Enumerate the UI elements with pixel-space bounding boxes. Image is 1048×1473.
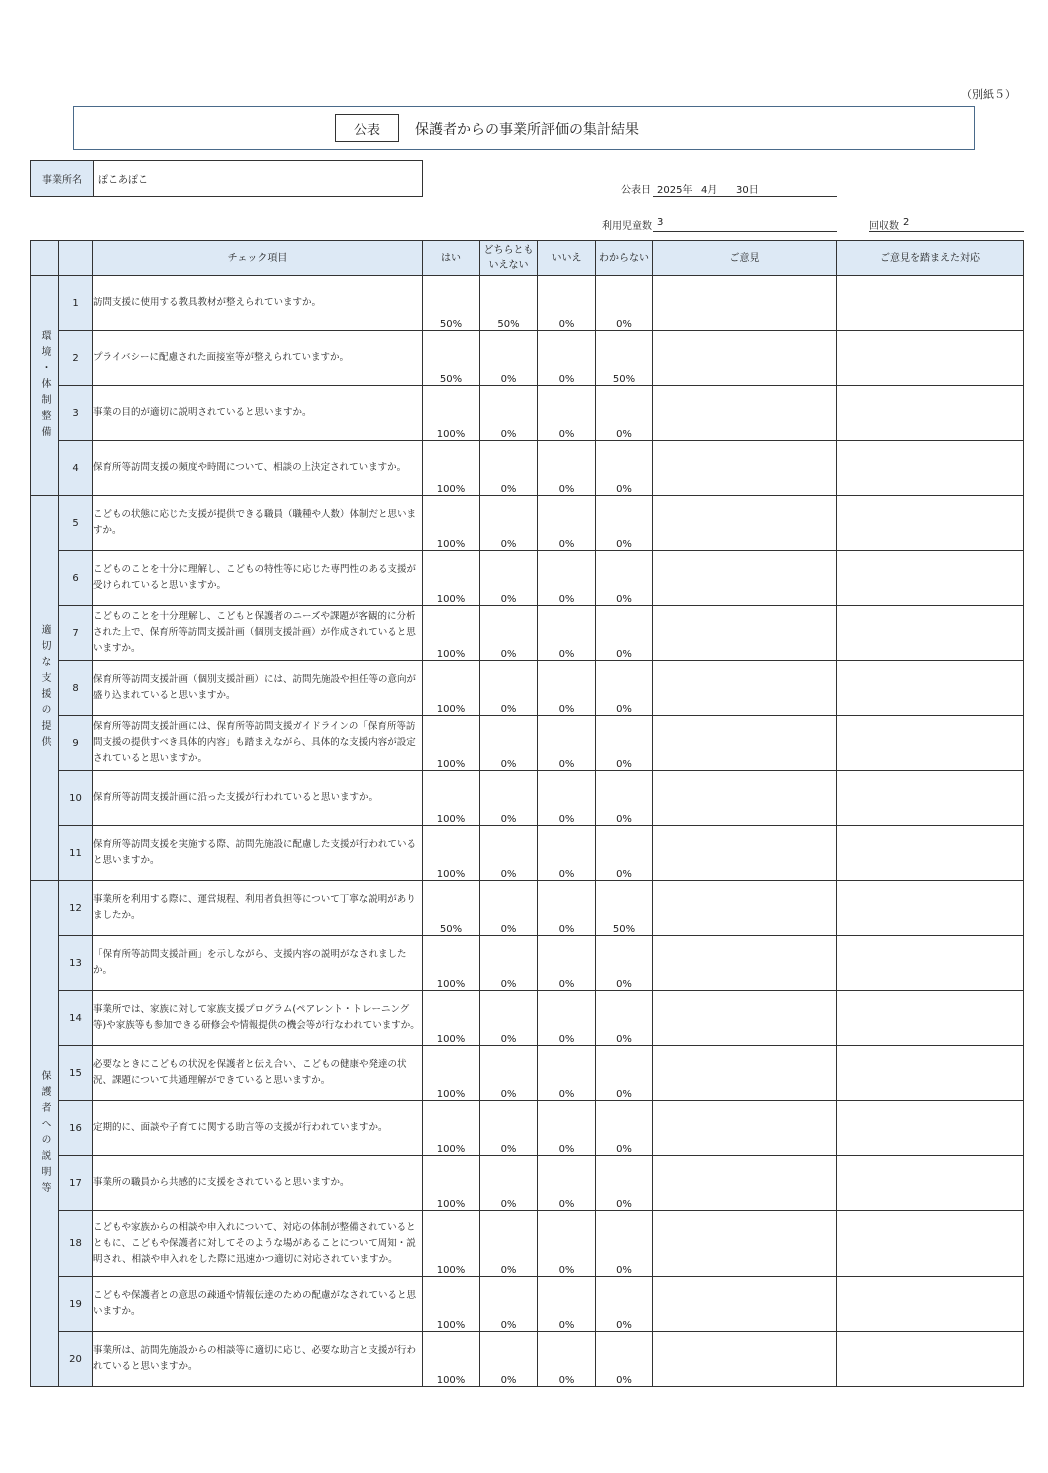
yes-value: 100% xyxy=(423,1046,480,1101)
opinion-cell xyxy=(653,936,837,991)
neither-value: 0% xyxy=(480,936,538,991)
check-item: こどもの状態に応じた支援が提供できる職員（職種や人数）体制だと思いますか。 xyxy=(93,496,423,551)
header-neither-line1: どちらとも xyxy=(483,245,534,256)
unknown-value: 0% xyxy=(596,386,653,441)
opinion-cell xyxy=(653,551,837,606)
item-number: 20 xyxy=(59,1332,93,1387)
check-item: 事業所の職員から共感的に支援をされていると思いますか。 xyxy=(93,1156,423,1211)
table-row xyxy=(31,1101,1024,1156)
no-value: 0% xyxy=(538,936,596,991)
users-count-underline xyxy=(653,231,837,232)
neither-value: 0% xyxy=(480,606,538,661)
opinion-cell xyxy=(653,1156,837,1211)
table-row xyxy=(31,496,1024,551)
neither-value: 0% xyxy=(480,826,538,881)
header-neither-line2: いえない xyxy=(488,260,529,271)
table-row xyxy=(31,1332,1024,1387)
yes-value: 50% xyxy=(423,276,480,331)
no-value: 0% xyxy=(538,661,596,716)
response-cell xyxy=(837,1211,1024,1277)
item-number: 15 xyxy=(59,1046,93,1101)
item-number: 18 xyxy=(59,1211,93,1277)
opinion-cell xyxy=(653,1277,837,1332)
item-number: 1 xyxy=(59,276,93,331)
table-row xyxy=(31,991,1024,1046)
yes-value: 100% xyxy=(423,606,480,661)
unknown-value: 0% xyxy=(596,496,653,551)
neither-value: 0% xyxy=(480,1332,538,1387)
check-item: こどものことを十分理解し、こどもと保護者のニーズや課題が客観的に分析された上で、保育所等訪問支援計画（個別支援計画）が作成されていると思いますか。 xyxy=(93,606,423,661)
item-number: 8 xyxy=(59,661,93,716)
unknown-value: 0% xyxy=(596,991,653,1046)
collected-count-underline xyxy=(869,231,1024,232)
header-opinion: ご意見 xyxy=(653,241,837,276)
no-value: 0% xyxy=(538,991,596,1046)
opinion-cell xyxy=(653,386,837,441)
unknown-value: 0% xyxy=(596,1332,653,1387)
item-number: 12 xyxy=(59,881,93,936)
response-cell xyxy=(837,1277,1024,1332)
response-cell xyxy=(837,1046,1024,1101)
opinion-cell xyxy=(653,1101,837,1156)
check-item: 事業所を利用する際に、運営規程、利用者負担等について丁寧な説明がありましたか。 xyxy=(93,881,423,936)
no-value: 0% xyxy=(538,1101,596,1156)
table-row xyxy=(31,276,1024,331)
table-row xyxy=(31,826,1024,881)
check-item: 事業所は、訪問先施設からの相談等に適切に応じ、必要な助言と支援が行われていると思いますか。 xyxy=(93,1332,423,1387)
neither-value: 0% xyxy=(480,331,538,386)
publish-month: 4月 xyxy=(701,185,718,196)
unknown-value: 50% xyxy=(596,881,653,936)
page-title: 保護者からの事業所評価の集計結果 xyxy=(415,122,639,138)
response-cell xyxy=(837,936,1024,991)
check-item: こどものことを十分に理解し、こどもの特性等に応じた専門性のある支援が受けられていると思いますか。 xyxy=(93,551,423,606)
check-item: 必要なときにこどもの状況を保護者と伝え合い、こどもの健康や発達の状況、課題について共通理解ができていると思いますか。 xyxy=(93,1046,423,1101)
yes-value: 50% xyxy=(423,331,480,386)
header-yes: はい xyxy=(423,241,480,276)
unknown-value: 0% xyxy=(596,936,653,991)
yes-value: 100% xyxy=(423,1156,480,1211)
no-value: 0% xyxy=(538,826,596,881)
no-value: 0% xyxy=(538,1277,596,1332)
yes-value: 100% xyxy=(423,991,480,1046)
yes-value: 100% xyxy=(423,1277,480,1332)
publish-date-underline xyxy=(653,196,837,197)
item-number: 3 xyxy=(59,386,93,441)
item-number: 6 xyxy=(59,551,93,606)
no-value: 0% xyxy=(538,496,596,551)
response-cell xyxy=(837,826,1024,881)
response-cell xyxy=(837,551,1024,606)
opinion-cell xyxy=(653,716,837,771)
table-row xyxy=(31,661,1024,716)
item-number: 11 xyxy=(59,826,93,881)
collected-count-label: 回収数 xyxy=(869,221,899,232)
response-cell xyxy=(837,661,1024,716)
no-value: 0% xyxy=(538,1156,596,1211)
opinion-cell xyxy=(653,661,837,716)
response-cell xyxy=(837,881,1024,936)
neither-value: 0% xyxy=(480,551,538,606)
annex-label: （別紙５） xyxy=(961,88,1016,101)
office-name-label: 事業所名 xyxy=(31,161,94,196)
users-count-label: 利用児童数 xyxy=(602,221,652,232)
check-item: 保育所等訪問支援を実施する際、訪問先施設に配慮した支援が行われていると思いますか。 xyxy=(93,826,423,881)
neither-value: 0% xyxy=(480,1156,538,1211)
yes-value: 100% xyxy=(423,716,480,771)
no-value: 0% xyxy=(538,1332,596,1387)
check-item: 事業所では、家族に対して家族支援プログラム(ペアレント・トレーニング等)や家族等も参加できる研修会や情報提供の機会等が行なわれていますか。 xyxy=(93,991,423,1046)
check-item: 訪問支援に使用する教具教材が整えられていますか。 xyxy=(93,276,423,331)
opinion-cell xyxy=(653,1332,837,1387)
response-cell xyxy=(837,1101,1024,1156)
unknown-value: 50% xyxy=(596,331,653,386)
neither-value: 0% xyxy=(480,386,538,441)
no-value: 0% xyxy=(538,1211,596,1277)
no-value: 0% xyxy=(538,716,596,771)
item-number: 16 xyxy=(59,1101,93,1156)
yes-value: 100% xyxy=(423,1332,480,1387)
header-neither xyxy=(480,241,538,276)
table-row xyxy=(31,881,1024,936)
item-number: 14 xyxy=(59,991,93,1046)
neither-value: 0% xyxy=(480,1101,538,1156)
unknown-value: 0% xyxy=(596,661,653,716)
item-number: 10 xyxy=(59,771,93,826)
neither-value: 50% xyxy=(480,276,538,331)
neither-value: 0% xyxy=(480,991,538,1046)
users-count-value: 3 xyxy=(657,217,664,228)
neither-value: 0% xyxy=(480,1211,538,1277)
response-cell xyxy=(837,276,1024,331)
header-response: ご意見を踏まえた対応 xyxy=(837,241,1024,276)
table-row xyxy=(31,551,1024,606)
response-cell xyxy=(837,441,1024,496)
check-item: 事業の目的が適切に説明されていると思いますか。 xyxy=(93,386,423,441)
yes-value: 100% xyxy=(423,936,480,991)
publish-date-label: 公表日 xyxy=(621,185,651,196)
item-number: 17 xyxy=(59,1156,93,1211)
table-row xyxy=(31,1211,1024,1277)
unknown-value: 0% xyxy=(596,771,653,826)
yes-value: 100% xyxy=(423,441,480,496)
header-no: いいえ xyxy=(538,241,596,276)
table-row xyxy=(31,1046,1024,1101)
category-cell: 環境・体制整備 xyxy=(31,276,59,496)
opinion-cell xyxy=(653,771,837,826)
check-item: 保育所等訪問支援計画に沿った支援が行われていると思いますか。 xyxy=(93,771,423,826)
no-value: 0% xyxy=(538,331,596,386)
yes-value: 100% xyxy=(423,1101,480,1156)
check-item: こどもや家族からの相談や申入れについて、対応の体制が整備されているとともに、こどもや保護者に対してそのような場があることについて周知・説明され、相談や申入れをした際に迅速かつ適切に対応されていますか。 xyxy=(93,1211,423,1277)
response-cell xyxy=(837,991,1024,1046)
check-item: 保育所等訪問支援計画（個別支援計画）には、訪問先施設や担任等の意向が盛り込まれていると思いますか。 xyxy=(93,661,423,716)
table-row xyxy=(31,606,1024,661)
yes-value: 100% xyxy=(423,826,480,881)
table-row xyxy=(31,771,1024,826)
unknown-value: 0% xyxy=(596,606,653,661)
neither-value: 0% xyxy=(480,496,538,551)
opinion-cell xyxy=(653,276,837,331)
office-name-value: ぽこあぽこ xyxy=(98,175,148,186)
table-header-row xyxy=(31,241,1024,276)
unknown-value: 0% xyxy=(596,276,653,331)
neither-value: 0% xyxy=(480,1046,538,1101)
opinion-cell xyxy=(653,441,837,496)
unknown-value: 0% xyxy=(596,1277,653,1332)
publish-badge: 公表 xyxy=(335,114,399,142)
yes-value: 100% xyxy=(423,496,480,551)
header-unknown: わからない xyxy=(596,241,653,276)
unknown-value: 0% xyxy=(596,1211,653,1277)
header-item: チェック項目 xyxy=(93,241,423,276)
opinion-cell xyxy=(653,826,837,881)
opinion-cell xyxy=(653,496,837,551)
check-item: こどもや保護者との意思の疎通や情報伝達のための配慮がなされていると思いますか。 xyxy=(93,1277,423,1332)
neither-value: 0% xyxy=(480,441,538,496)
table-row xyxy=(31,331,1024,386)
item-number: 5 xyxy=(59,496,93,551)
evaluation-table xyxy=(30,240,1024,1387)
check-item: プライバシーに配慮された面接室等が整えられていますか。 xyxy=(93,331,423,386)
table-row xyxy=(31,386,1024,441)
yes-value: 100% xyxy=(423,661,480,716)
no-value: 0% xyxy=(538,441,596,496)
neither-value: 0% xyxy=(480,771,538,826)
yes-value: 50% xyxy=(423,881,480,936)
item-number: 13 xyxy=(59,936,93,991)
check-item: 「保育所等訪問支援計画」を示しながら、支援内容の説明がなされましたか。 xyxy=(93,936,423,991)
item-number: 2 xyxy=(59,331,93,386)
response-cell xyxy=(837,386,1024,441)
opinion-cell xyxy=(653,1046,837,1101)
table-row xyxy=(31,441,1024,496)
unknown-value: 0% xyxy=(596,1046,653,1101)
neither-value: 0% xyxy=(480,661,538,716)
opinion-cell xyxy=(653,881,837,936)
table-row xyxy=(31,1277,1024,1332)
response-cell xyxy=(837,1156,1024,1211)
response-cell xyxy=(837,716,1024,771)
response-cell xyxy=(837,606,1024,661)
opinion-cell xyxy=(653,1211,837,1277)
publish-year: 2025年 xyxy=(657,185,693,196)
opinion-cell xyxy=(653,606,837,661)
yes-value: 100% xyxy=(423,771,480,826)
check-item: 保育所等訪問支援計画には、保育所等訪問支援ガイドラインの「保育所等訪問支援の提供すべき具体的内容」も踏まえながら、具体的な支援内容が設定されていると思いますか。 xyxy=(93,716,423,771)
unknown-value: 0% xyxy=(596,1101,653,1156)
no-value: 0% xyxy=(538,771,596,826)
unknown-value: 0% xyxy=(596,441,653,496)
item-number: 4 xyxy=(59,441,93,496)
collected-count-value: 2 xyxy=(903,217,910,228)
publish-day: 30日 xyxy=(736,185,759,196)
table-row xyxy=(31,716,1024,771)
item-number: 19 xyxy=(59,1277,93,1332)
table-row xyxy=(31,1156,1024,1211)
neither-value: 0% xyxy=(480,881,538,936)
yes-value: 100% xyxy=(423,386,480,441)
check-item: 保育所等訪問支援の頻度や時間について、相談の上決定されていますか。 xyxy=(93,441,423,496)
header-number-cell xyxy=(59,241,93,276)
item-number: 9 xyxy=(59,716,93,771)
unknown-value: 0% xyxy=(596,551,653,606)
unknown-value: 0% xyxy=(596,716,653,771)
check-item: 定期的に、面談や子育てに関する助言等の支援が行われていますか。 xyxy=(93,1101,423,1156)
no-value: 0% xyxy=(538,1046,596,1101)
opinion-cell xyxy=(653,331,837,386)
response-cell xyxy=(837,1332,1024,1387)
unknown-value: 0% xyxy=(596,826,653,881)
no-value: 0% xyxy=(538,551,596,606)
response-cell xyxy=(837,771,1024,826)
yes-value: 100% xyxy=(423,551,480,606)
neither-value: 0% xyxy=(480,716,538,771)
opinion-cell xyxy=(653,991,837,1046)
no-value: 0% xyxy=(538,386,596,441)
neither-value: 0% xyxy=(480,1277,538,1332)
no-value: 0% xyxy=(538,606,596,661)
no-value: 0% xyxy=(538,881,596,936)
unknown-value: 0% xyxy=(596,1156,653,1211)
item-number: 7 xyxy=(59,606,93,661)
category-cell: 保護者への説明等 xyxy=(31,881,59,1387)
office-name-box xyxy=(30,160,423,197)
no-value: 0% xyxy=(538,276,596,331)
table-row xyxy=(31,936,1024,991)
response-cell xyxy=(837,496,1024,551)
header-category-cell xyxy=(31,241,59,276)
response-cell xyxy=(837,331,1024,386)
yes-value: 100% xyxy=(423,1211,480,1277)
category-cell: 適切な支援の提供 xyxy=(31,496,59,881)
